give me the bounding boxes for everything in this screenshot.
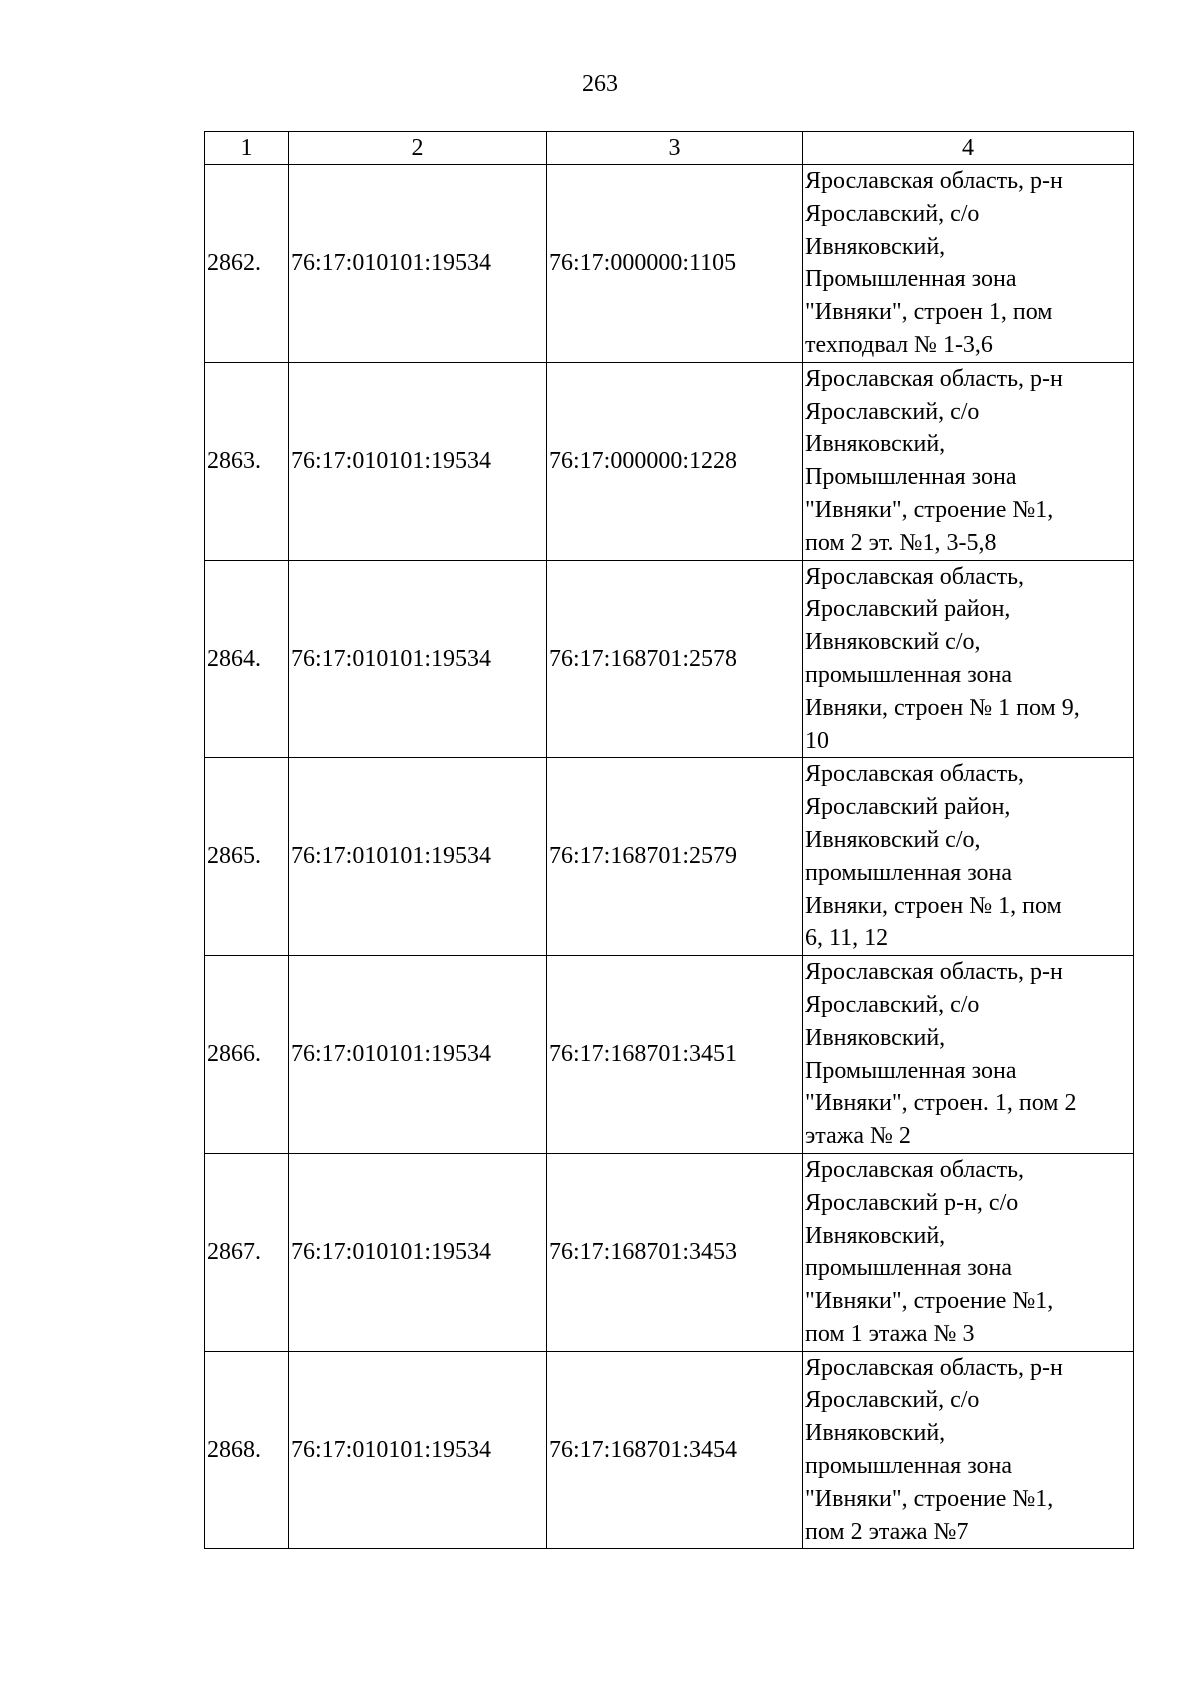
cadastral-number: 76:17:000000:1228	[547, 362, 803, 560]
page-number: 263	[582, 71, 618, 97]
cadastral-number-parent: 76:17:010101:19534	[289, 1153, 547, 1351]
cadastral-number-parent: 76:17:010101:19534	[289, 956, 547, 1154]
table-header-row	[205, 132, 1134, 165]
cadastral-number-parent: 76:17:010101:19534	[289, 758, 547, 956]
row-number: 2864.	[205, 560, 289, 758]
cadastral-number: 76:17:168701:2578	[547, 560, 803, 758]
address: Ярославская область, Ярославский район, Ивняковский с/о, промышленная зона Ивняки, строен № 1 пом 9, 10	[803, 560, 1134, 758]
table-row	[205, 165, 1134, 363]
cadastral-number: 76:17:168701:3454	[547, 1351, 803, 1549]
table-row	[205, 956, 1134, 1154]
header-col-2: 2	[289, 132, 547, 165]
header-col-1: 1	[205, 132, 289, 165]
address: Ярославская область, р-н Ярославский, с/о Ивняковский, Промышленная зона "Ивняки", строен 1, пом техподвал № 1-3,6	[803, 165, 1134, 363]
cadastral-number: 76:17:168701:3451	[547, 956, 803, 1154]
table-row	[205, 758, 1134, 956]
cadastral-number-parent: 76:17:010101:19534	[289, 1351, 547, 1549]
address: Ярославская область, р-н Ярославский, с/о Ивняковский, Промышленная зона "Ивняки", строен. 1, пом 2 этажа № 2	[803, 956, 1134, 1154]
header-col-3: 3	[547, 132, 803, 165]
cadastral-number-parent: 76:17:010101:19534	[289, 362, 547, 560]
row-number: 2866.	[205, 956, 289, 1154]
table-row	[205, 1153, 1134, 1351]
row-number: 2865.	[205, 758, 289, 956]
address: Ярославская область, Ярославский район, Ивняковский с/о, промышленная зона Ивняки, строен № 1, пом 6, 11, 12	[803, 758, 1134, 956]
cadastral-number: 76:17:168701:2579	[547, 758, 803, 956]
row-number: 2867.	[205, 1153, 289, 1351]
cadastral-table	[204, 131, 1134, 1549]
cadastral-number-parent: 76:17:010101:19534	[289, 165, 547, 363]
header-col-4: 4	[803, 132, 1134, 165]
cadastral-number-parent: 76:17:010101:19534	[289, 560, 547, 758]
cadastral-number: 76:17:168701:3453	[547, 1153, 803, 1351]
address: Ярославская область, р-н Ярославский, с/о Ивняковский, Промышленная зона "Ивняки", строение №1, пом 2 эт. №1, 3-5,8	[803, 362, 1134, 560]
table-row	[205, 560, 1134, 758]
cadastral-number: 76:17:000000:1105	[547, 165, 803, 363]
address: Ярославская область, Ярославский р-н, с/о Ивняковский, промышленная зона "Ивняки", строение №1, пом 1 этажа № 3	[803, 1153, 1134, 1351]
address: Ярославская область, р-н Ярославский, с/о Ивняковский, промышленная зона "Ивняки", строение №1, пом 2 этажа №7	[803, 1351, 1134, 1549]
row-number: 2862.	[205, 165, 289, 363]
table-row	[205, 1351, 1134, 1549]
row-number: 2863.	[205, 362, 289, 560]
table-row	[205, 362, 1134, 560]
row-number: 2868.	[205, 1351, 289, 1549]
